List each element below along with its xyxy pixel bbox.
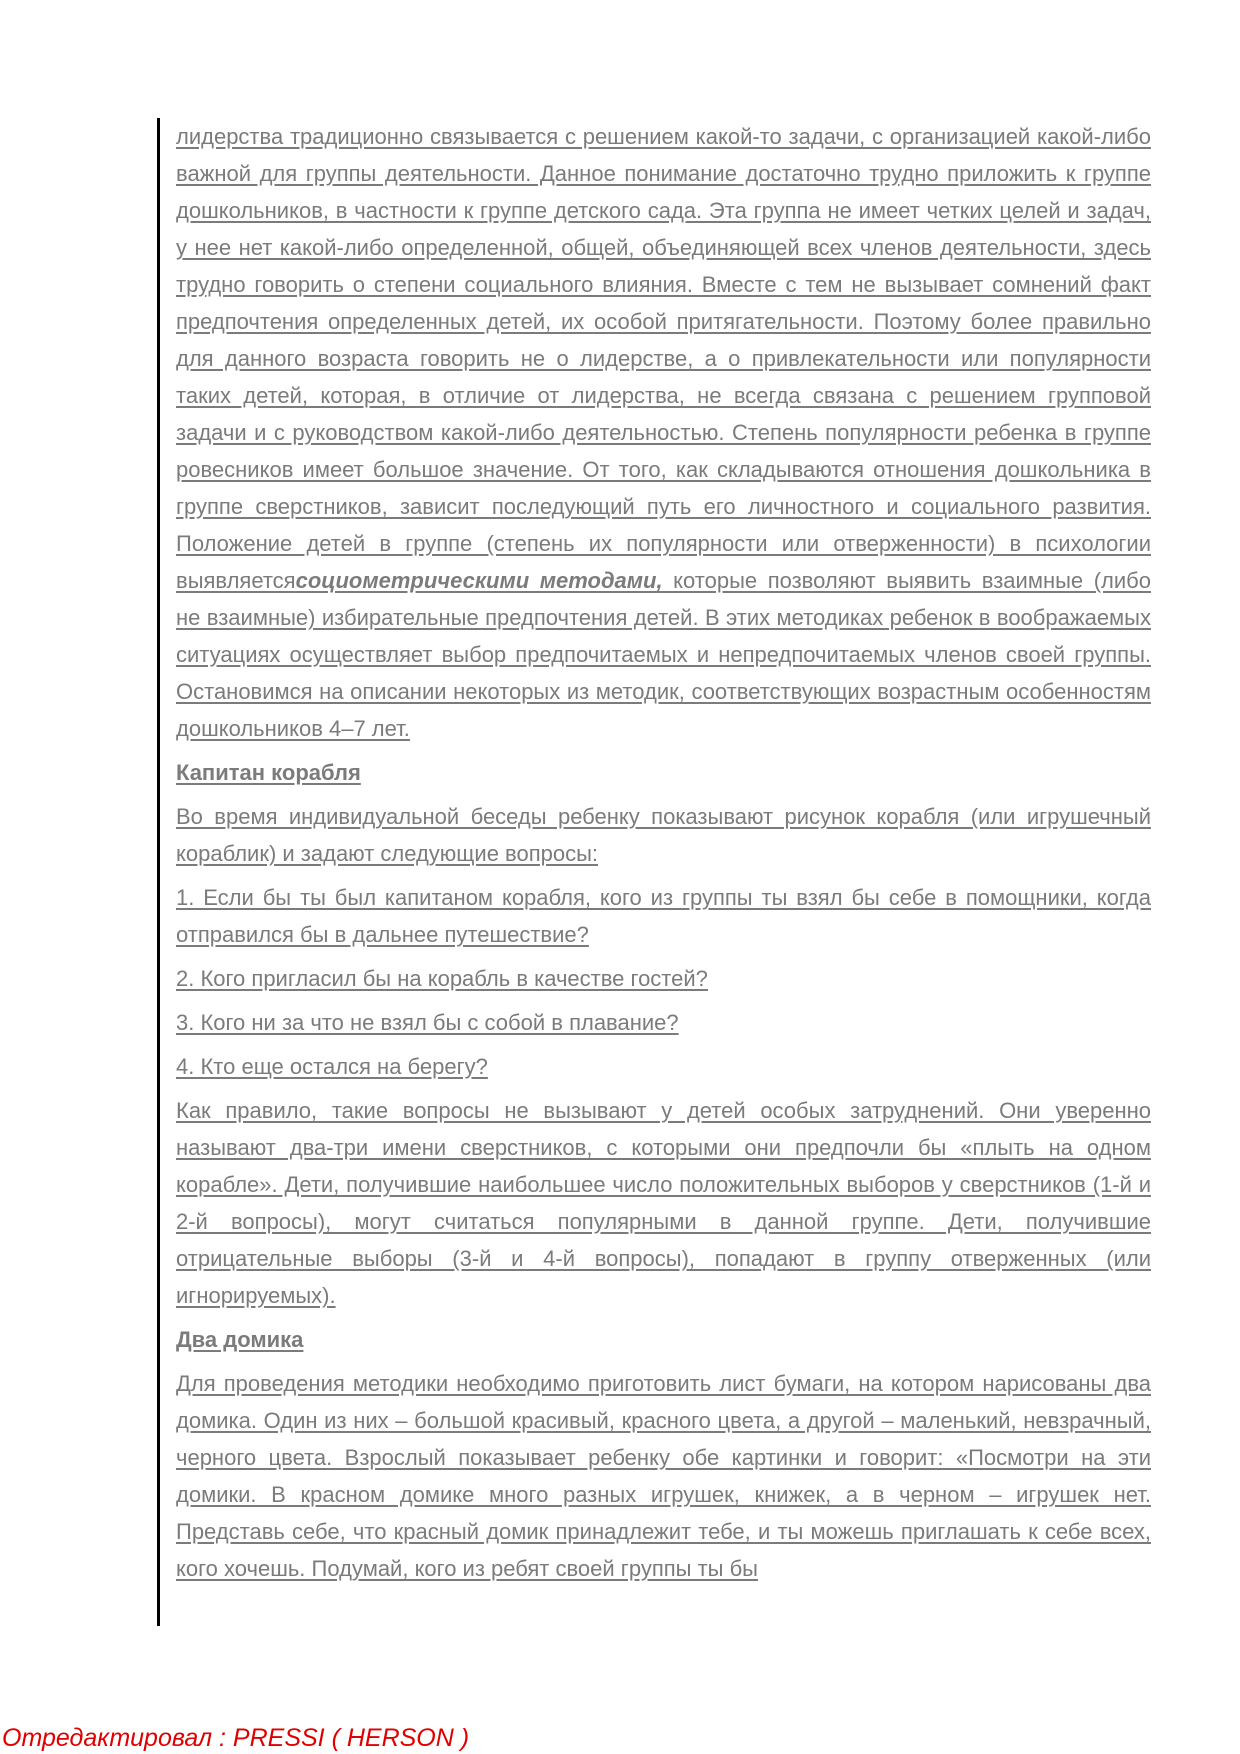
paragraph-two-houses: Для проведения методики необходимо приготовить лист бумаги, на котором нарисованы два домика. Один из них – большой красивый, красного цвета, а другой – маленький, невзрачный, черного цвета. Взрослый показывает ребенку обе картинки и говорит: «Посмотри на эти домики. В красном домике много разных игрушек, книжек, а в черном – игрушек нет. Представь себе, что красный домик принадлежит тебе, и ты можешь приглашать к себе всех, кого хочешь. Подумай, кого из ребят своей группы ты бы [176, 1371, 1151, 1581]
revision-change-bar [157, 118, 160, 1626]
paragraph-ship-results: Как правило, такие вопросы не вызывают у детей особых затруднений. Они уверенно называют два-три имени сверстников, с которыми они предпочли бы «плыть на одном корабле». Дети, получившие наибольшее число положительных выборов у сверстников (1-й и 2-й вопросы), могут считаться популярными в данной группе. Дети, получившие отрицательные выборы (3-й и 4-й вопросы), попадают в группу отверженных (или игнорируемых). [176, 1098, 1151, 1308]
question-1: 1. Если бы ты был капитаном корабля, кого из группы ты взял бы себе в помощники, когда отправился бы в дальнее путешествие? [176, 885, 1151, 947]
heading-two-houses: Два домика [176, 1327, 304, 1352]
paragraph-leadership-continuation: которые позволяют выявить взаимные (либо не взаимные) избирательные предпочтения детей. В этих методиках ребенок в воображаемых ситуациях осуществляет выбор предпочитаемых и непредпочитаемых членов своей группы. Остановимся на описании некоторых из методик, соответствующих возрастным особенностям дошкольников 4–7 лет. [176, 568, 1151, 741]
document-body [176, 118, 1151, 1587]
question-4: 4. Кто еще остался на берегу? [176, 1054, 488, 1079]
paragraph-leadership-text: лидерства традиционно связывается с решением какой-то задачи, с организацией какой-либо важной для группы деятельности. Данное понимание достаточно трудно приложить к группе дошкольников, в частности к группе детского сада. Эта группа не имеет четких целей и задач, у нее нет какой-либо определенной, общей, объединяющей всех членов деятельности, здесь трудно говорить о степени социального влияния. Вместе с тем не вызывает сомнений факт предпочтения определенных детей, их особой притягательности. Поэтому более правильно для данного возраста говорить не о лидерстве, а о привлекательности или популярности таких детей, которая, в отличие от лидерства, не всегда связана с решением групповой задачи и с руководством какой-либо деятельностью. Степень популярности ребенка в группе ровесников имеет большое значение. От того, как складываются отношения дошкольника в группе сверстников, зависит последующий путь его личностного и социального развития. Положение детей в группе (степень их популярности или отверженности) в психологии выявляется [176, 124, 1151, 593]
heading-ship-captain: Капитан корабля [176, 760, 361, 785]
question-3: 3. Кого ни за что не взял бы с собой в плавание? [176, 1010, 679, 1035]
question-2: 2. Кого пригласил бы на корабль в качестве гостей? [176, 966, 708, 991]
editor-credit-footer: Отредактировал : PRESSI ( HERSON ) [2, 1724, 470, 1752]
paragraph-ship-intro: Во время индивидуальной беседы ребенку показывают рисунок корабля (или игрушечный кораблик) и задают следующие вопросы: [176, 804, 1151, 866]
emphasis-sociometric-methods: социометрическими методами, [295, 568, 663, 593]
paragraph-leadership [176, 118, 1151, 747]
